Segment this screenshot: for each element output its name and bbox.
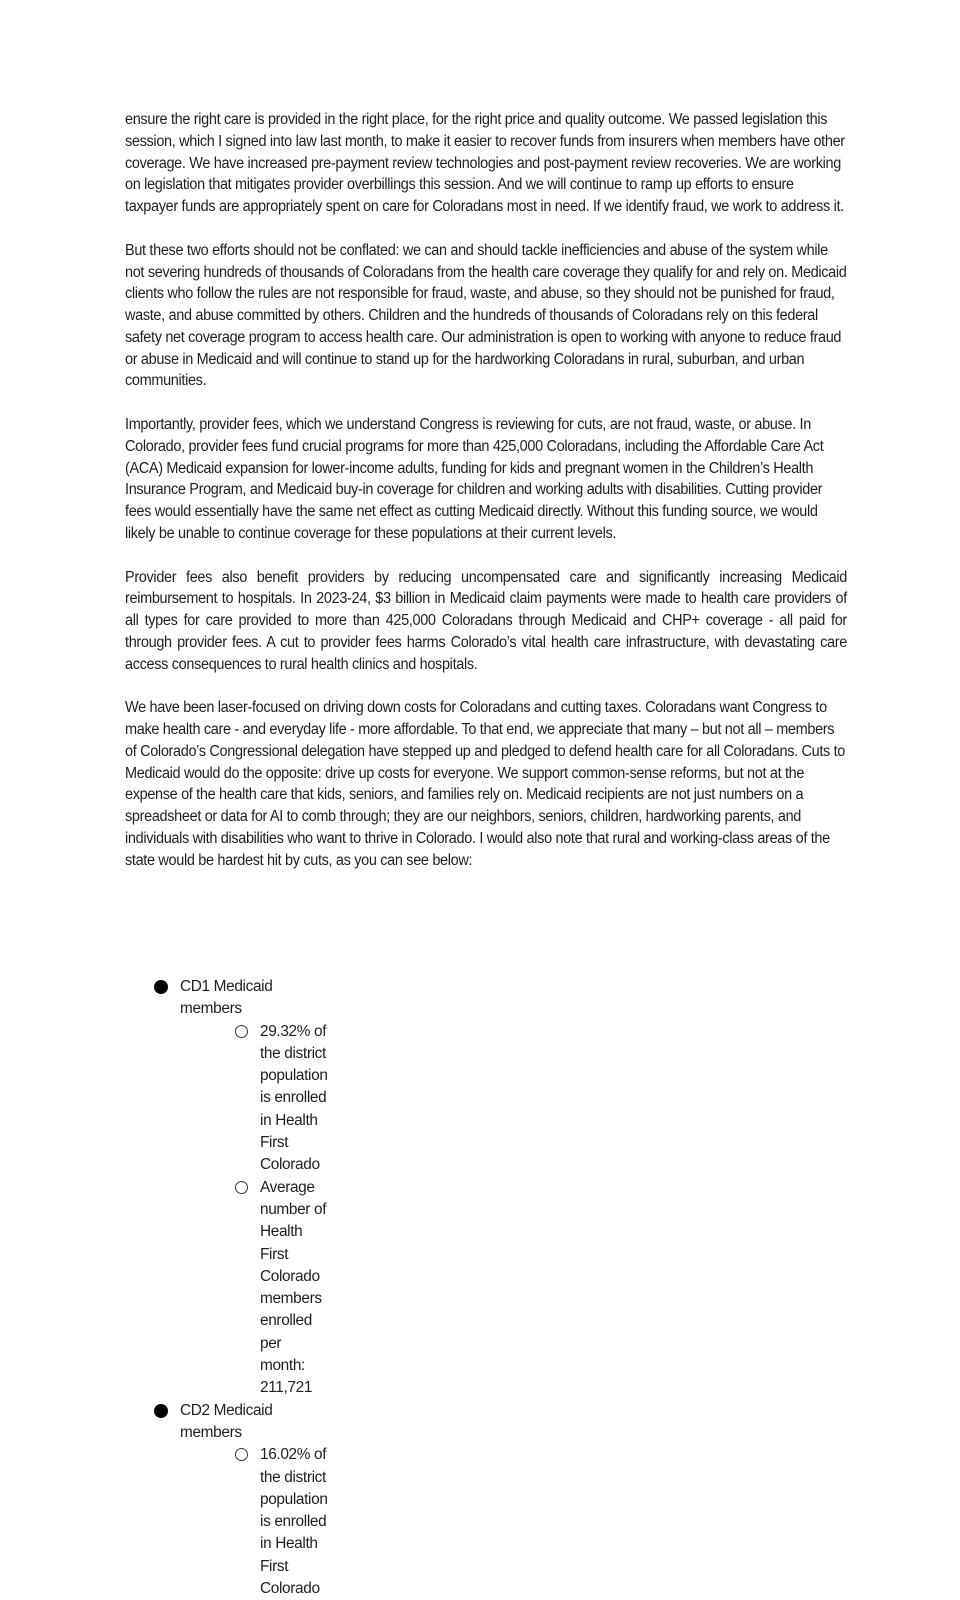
detail-text: 29.32% of the district population is enrolled in Health First Colorado (260, 1022, 328, 1174)
list-item-detail (180, 1021, 328, 1177)
detail-text: 16.02% of the district population is enrolled in Health First Colorado (260, 1446, 328, 1598)
list-item-cd1 (154, 976, 328, 1400)
hollow-bullet-icon (235, 1448, 248, 1461)
list-item-detail (180, 1177, 328, 1400)
paragraph-provider-fees: Importantly, provider fees, which we understand Congress is reviewing for cuts, are not fraud, waste, or abuse. In Colorado, provider fees fund crucial programs for more than 425,000 Coloradans, including the Affordable Care Act (ACA) Medicaid expansion for lower-income adults, funding for kids and pregnant women in the Children’s Health Insurance Program, and Medicaid buy-in coverage for children and working adults with disabilities. Cutting provider fees would essentially have the same net effect as cutting Medicaid directly. Without this funding source, we would likely be unable to continue coverage for these populations at their current levels. (125, 416, 824, 542)
filled-bullet-icon (154, 980, 168, 994)
hollow-bullet-icon (235, 1025, 248, 1038)
list-item-cd2 (154, 1400, 328, 1600)
paragraph-provider-benefits: Provider fees also benefit providers by reducing uncompensated care and significantly increasing Medicaid reimbursement to hospitals. In 2023-24, $3 billion in Medicaid claim payments were made to health care providers of all types for care provided to more than 425,000 Coloradans through Medicaid and CHP+ coverage - all paid for through provider fees. A cut to provider fees harms Colorado’s vital health care infrastructure, with devastating care access consequences to rural health clinics and hospitals. (125, 568, 847, 673)
hollow-bullet-icon (235, 1181, 248, 1194)
district-label: CD1 Medicaid members (180, 978, 273, 1018)
paragraph-dont-conflate: But these two efforts should not be conflated: we can and should tackle inefficiencies and abuse of the system while not severing hundreds of thousands of Coloradans from the health care coverage they qualify for and rely on. Medicaid clients who follow the rules are not responsible for fraud, waste, and abuse, so they should not be punished for fraud, waste, and abuse committed by others. Children and the hundreds of thousands of Coloradans rely on this federal safety net coverage program to access health care. Our administration is open to working with anyone to reduce fraud or abuse in Medicaid and will continue to stand up for the hardworking Coloradans in rural, suburban, and urban communities. (125, 241, 847, 390)
filled-bullet-icon (154, 1404, 168, 1418)
detail-text: Average number of Health First Colorado members enrolled per month: 211,721 (260, 1178, 327, 1397)
district-label: CD2 Medicaid members (180, 1401, 273, 1441)
list-item-detail (180, 1444, 328, 1600)
document-body (125, 109, 847, 893)
paragraph-lowering-costs: We have been laser-focused on driving down costs for Coloradans and cutting taxes. Coloradans want Congress to make health care - and everyday life - more affordable. To that end, we appreciate that many – but not all – members of Colorado’s Congressional delegation have stepped up and pledged to defend health care for all Coloradans. Cuts to Medicaid would do the opposite: drive up costs for everyone. We support common-sense reforms, but not at the expense of the health care that kids, seniors, and families rely on. Medicaid recipients are not just numbers on a spreadsheet or data for AI to comb through; they are our neighbors, seniors, children, hardworking parents, and individuals with disabilities who want to thrive in Colorado. I would also note that rural and working-class areas of the state would be hardest hit by cuts, as you can see below: (125, 699, 846, 869)
paragraph-payment-integrity: ensure the right care is provided in the right place, for the right price and quality outcome. We passed legislation this session, which I signed into law last month, to make it easier to recover funds from insurers when members have other coverage. We have increased pre-payment review technologies and post-payment review recoveries. We are working on legislation that mitigates provider overbillings this session. And we will continue to ramp up efforts to ensure taxpayer funds are appropriately spent on care for Coloradans most in need. If we identify fraud, we work to address it. (125, 111, 845, 215)
